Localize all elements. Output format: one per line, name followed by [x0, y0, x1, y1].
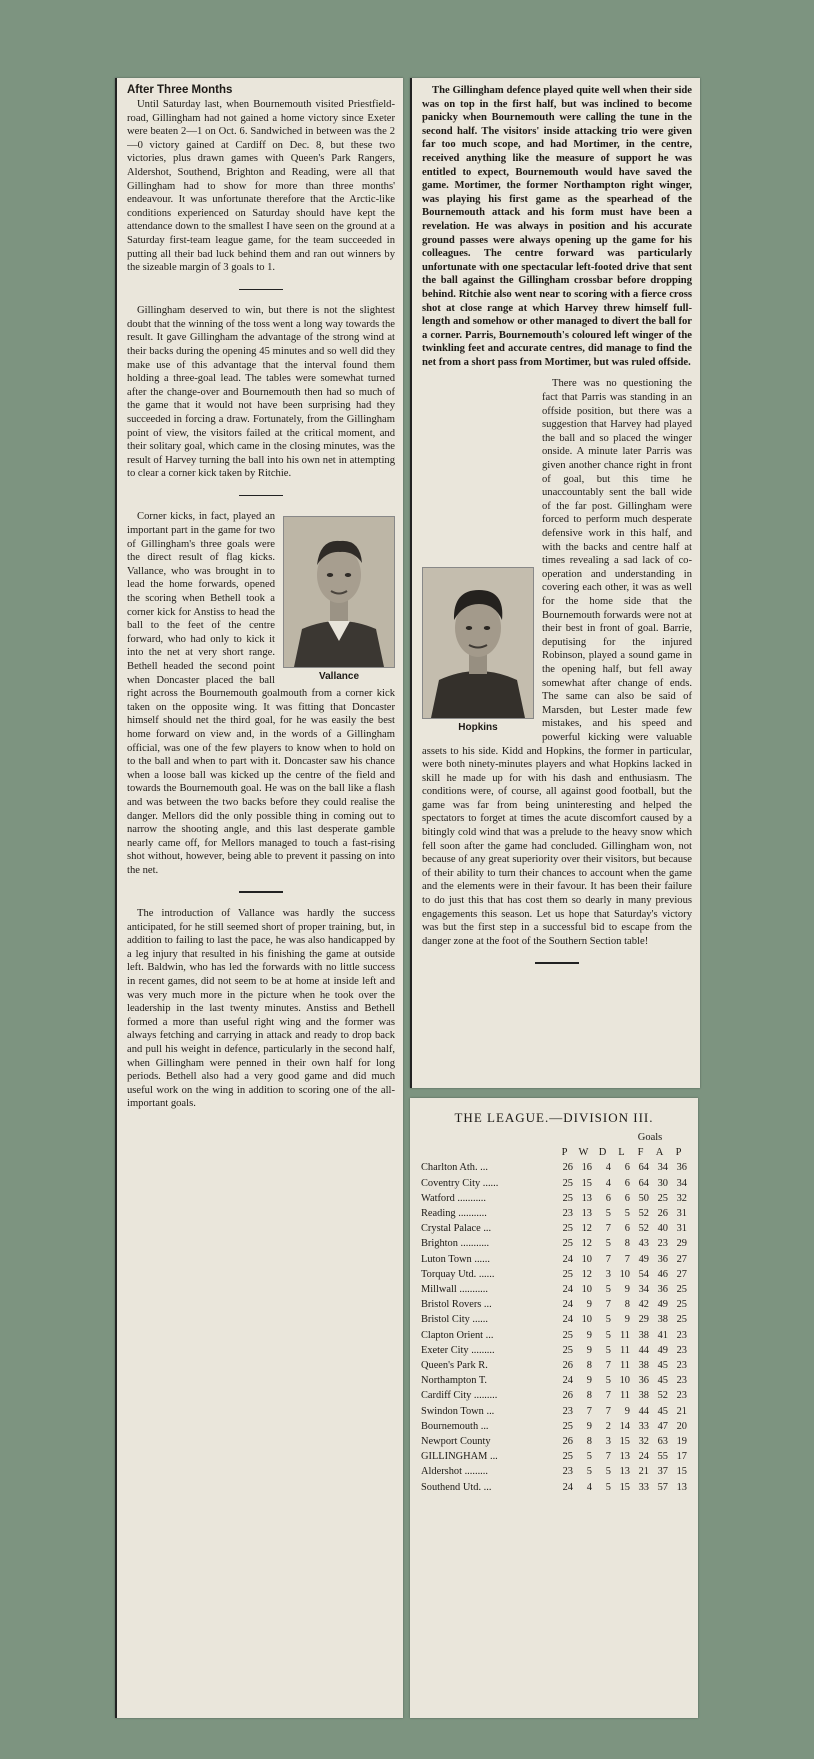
stat-cell: 7 [586, 1405, 592, 1417]
team-name-cell: Luton Town ...... [421, 1253, 490, 1265]
stat-cell: 9 [586, 1420, 592, 1432]
photo-caption: Hopkins [458, 722, 498, 734]
stat-cell: 5 [605, 1375, 611, 1387]
column-header-row [420, 1145, 688, 1160]
stat-cell: 25 [562, 1268, 573, 1280]
stat-cell: 15 [619, 1436, 630, 1448]
league-table [420, 1130, 688, 1495]
table-row [420, 1282, 688, 1297]
stat-cell: 15 [676, 1466, 687, 1478]
right-article-column [422, 84, 692, 1082]
stat-cell: 52 [657, 1390, 668, 1402]
stat-cell: 43 [638, 1238, 649, 1250]
stat-cell: 57 [657, 1481, 668, 1493]
team-name-cell: Newport County [421, 1436, 491, 1448]
stat-cell: 49 [657, 1299, 668, 1311]
stat-cell: 10 [581, 1314, 592, 1326]
team-name-cell: Watford ........... [421, 1192, 486, 1204]
stat-cell: 5 [605, 1329, 611, 1341]
league-table-column [420, 1104, 688, 1712]
stat-cell: 11 [619, 1390, 630, 1402]
stat-cell: 24 [562, 1299, 573, 1311]
stat-cell: 31 [676, 1208, 687, 1220]
stat-cell: 41 [657, 1329, 668, 1341]
stat-cell: 42 [638, 1299, 649, 1311]
section-divider [239, 495, 283, 497]
stat-cell: 25 [676, 1314, 687, 1326]
vallance-photo-block [283, 516, 395, 682]
column-header: D [598, 1147, 607, 1159]
team-name-cell: Queen's Park R. [421, 1360, 488, 1372]
stat-cell: 26 [562, 1162, 573, 1174]
stat-cell: 52 [638, 1223, 649, 1235]
stat-cell: 26 [657, 1208, 668, 1220]
team-name-cell: Bristol Rovers ... [421, 1299, 492, 1311]
stat-cell: 27 [676, 1253, 687, 1265]
stat-cell: 23 [676, 1375, 687, 1387]
stat-cell: 52 [638, 1208, 649, 1220]
stat-cell: 9 [586, 1329, 592, 1341]
stat-cell: 7 [605, 1253, 611, 1265]
table-row [420, 1191, 688, 1206]
stat-cell: 64 [638, 1162, 649, 1174]
table-row [420, 1206, 688, 1221]
stat-cell: 15 [619, 1481, 630, 1493]
stat-cell: 12 [581, 1223, 592, 1235]
stat-cell: 25 [562, 1329, 573, 1341]
stat-cell: 36 [676, 1162, 687, 1174]
stat-cell: 47 [657, 1420, 668, 1432]
table-row [420, 1404, 688, 1419]
hopkins-photo [422, 567, 534, 719]
stat-cell: 11 [619, 1360, 630, 1372]
stat-cell: 34 [638, 1284, 649, 1296]
stat-cell: 34 [657, 1162, 668, 1174]
stat-cell: 11 [619, 1329, 630, 1341]
stat-cell: 38 [638, 1360, 649, 1372]
left-article-column [127, 84, 395, 1712]
section-divider [239, 289, 283, 291]
stat-cell: 5 [605, 1481, 611, 1493]
stat-cell: 7 [605, 1223, 611, 1235]
stat-cell: 26 [562, 1436, 573, 1448]
stat-cell: 36 [657, 1253, 668, 1265]
stat-cell: 6 [624, 1192, 630, 1204]
stat-cell: 5 [605, 1314, 611, 1326]
stat-cell: 32 [676, 1192, 687, 1204]
stat-cell: 13 [619, 1451, 630, 1463]
stat-cell: 23 [676, 1390, 687, 1402]
stat-cell: 38 [638, 1329, 649, 1341]
stat-cell: 9 [624, 1284, 630, 1296]
table-row [420, 1464, 688, 1479]
team-name-cell: Charlton Ath. ... [421, 1162, 488, 1174]
team-name-cell: Swindon Town ... [421, 1405, 495, 1417]
stat-cell: 4 [605, 1177, 611, 1189]
stat-cell: 8 [586, 1390, 592, 1402]
stat-cell: 16 [581, 1162, 592, 1174]
stat-cell: 21 [676, 1405, 687, 1417]
stat-cell: 8 [624, 1299, 630, 1311]
stat-cell: 9 [586, 1375, 592, 1387]
team-name-cell: GILLINGHAM ... [421, 1451, 498, 1463]
stat-cell: 25 [562, 1192, 573, 1204]
stat-cell: 24 [562, 1481, 573, 1493]
column-header: P [561, 1147, 568, 1159]
table-row [420, 1312, 688, 1327]
article-paragraph: Corner kicks, in fact, played an important part in the game for two of Gillingham's three goals were the direct result of flag kicks. Vallance, who was brought in to lead the home forwards, opened the scoring when Bethell took a corner kick for Anstiss to head the ball to the feet of the centre forward, who had only to kick it into the net at very short range. Bethell headed the second point when Doncaster placed the ball right across the Bournemouth goalmouth from a corner kick taken on the opposite wing. It was fitting that Doncaster himself should net the third goal, for he was easily the best home forward on view and, in the words of a Gillingham official, was one of the few players to know when to hold on to the ball and when to part with it. Doncaster saw his chance when a loose ball was kicked up the centre of the field and towards the Bournemouth goal. He was on the ball like a flash and was between the two backs before they could realise the danger. Mellors did the only possible thing in coming out to narrow the shooting angle, and this last desperate gamble nearly came off, for Mellors managed to touch a fast-rising shot without, however, being able to prevent it passing on into the net. [127, 511, 395, 876]
goals-header-row [420, 1130, 688, 1145]
article-paragraph: The introduction of Vallance was hardly the success anticipated, for he still seemed short of proper training, but, in addition to failing to last the pace, he was also handicapped by a leg injury that resulted in his finishing the game at outside left. Baldwin, who has led the forwards with no little success in recent games, did not seem to be at home at inside left and was very much more in the picture when he took over the leadership in the last twenty minutes. Anstiss and Bethell formed a more than useful right wing and the former was always fetching and carrying in attack and ready to drop back and pull his weight in defence, particularly in the second half, when Gillingham were penned in their own half for long periods. Bethell also had a very good game and did much useful work on the wing in addition to scoring one of the all-important goals. [127, 907, 395, 1110]
stat-cell: 25 [562, 1177, 573, 1189]
stat-cell: 20 [676, 1420, 687, 1432]
stat-cell: 49 [638, 1253, 649, 1265]
stat-cell: 5 [586, 1466, 592, 1478]
stat-cell: 32 [638, 1436, 649, 1448]
stat-cell: 23 [676, 1360, 687, 1372]
stat-cell: 9 [586, 1344, 592, 1356]
stat-cell: 3 [605, 1436, 611, 1448]
team-name-cell: Bristol City ...... [421, 1314, 488, 1326]
table-row [420, 1267, 688, 1282]
table-row [420, 1176, 688, 1191]
stat-cell: 7 [605, 1390, 611, 1402]
team-name-cell: Reading ........... [421, 1208, 487, 1220]
column-header: W [578, 1147, 589, 1159]
league-table-body [420, 1160, 688, 1494]
stat-cell: 13 [581, 1208, 592, 1220]
stat-cell: 13 [581, 1192, 592, 1204]
stat-cell: 34 [676, 1177, 687, 1189]
team-name-cell: Millwall ........... [421, 1284, 488, 1296]
league-table-title: THE LEAGUE.—DIVISION III. [454, 1110, 654, 1125]
stat-cell: 24 [562, 1375, 573, 1387]
stat-cell: 5 [605, 1208, 611, 1220]
stat-cell: 10 [581, 1284, 592, 1296]
stat-cell: 12 [581, 1268, 592, 1280]
stat-cell: 24 [562, 1314, 573, 1326]
stat-cell: 25 [676, 1299, 687, 1311]
stat-cell: 25 [657, 1192, 668, 1204]
column-header: P [675, 1147, 682, 1159]
stat-cell: 36 [638, 1375, 649, 1387]
article-paragraph: The Gillingham defence played quite well when their side was on top in the first half, but was inclined to become panicky when Bournemouth were calling the tune in the second half. The visitors' inside attacking trio were given far too much scope, and had Mortimer, in the centre, received anything like the measure of support he was entitled to expect, Bournemouth would have saved the game. Mortimer, the former Northampton right winger, was playing his first game as the spearhead of the Bournemouth attack and his form must have been a revelation. He was always in position and his accurate ground passes were always opening up the game for his colleagues. The centre forward was particularly unfortunate with one spectacular left-footed drive that sent the ball against the Gillingham crossbar before dropping behind. Ritchie also went near to scoring with a fierce cross shot at close range at which Harvey threw himself full-length and somehow or other managed to divert the ball for a corner. Parris, Bournemouth's coloured left winger of the twinkling feet and accurate centres, did manage to find the net from a short pass from Mortimer, but was ruled offside. [422, 85, 692, 368]
stat-cell: 7 [624, 1253, 630, 1265]
stat-cell: 23 [562, 1466, 573, 1478]
stat-cell: 11 [619, 1344, 630, 1356]
stat-cell: 44 [638, 1405, 649, 1417]
table-row [420, 1328, 688, 1343]
table-row [420, 1297, 688, 1312]
stat-cell: 23 [562, 1208, 573, 1220]
table-row [420, 1373, 688, 1388]
section-divider [239, 891, 283, 893]
vallance-photo [283, 516, 395, 668]
stat-cell: 40 [657, 1223, 668, 1235]
stat-cell: 5 [605, 1238, 611, 1250]
team-name-cell: Southend Utd. ... [421, 1481, 492, 1493]
stat-cell: 33 [638, 1420, 649, 1432]
stat-cell: 29 [638, 1314, 649, 1326]
stat-cell: 30 [657, 1177, 668, 1189]
stat-cell: 46 [657, 1268, 668, 1280]
table-row [420, 1358, 688, 1373]
stat-cell: 10 [581, 1253, 592, 1265]
stat-cell: 8 [586, 1360, 592, 1372]
stat-cell: 19 [676, 1436, 687, 1448]
stat-cell: 25 [562, 1223, 573, 1235]
stat-cell: 33 [638, 1481, 649, 1493]
league-table-clipping [410, 1098, 698, 1718]
stat-cell: 6 [624, 1177, 630, 1189]
table-row [420, 1221, 688, 1236]
stat-cell: 6 [605, 1192, 611, 1204]
stat-cell: 5 [586, 1451, 592, 1463]
stat-cell: 9 [624, 1405, 630, 1417]
stat-cell: 4 [605, 1162, 611, 1174]
stat-cell: 45 [657, 1375, 668, 1387]
stat-cell: 9 [586, 1299, 592, 1311]
team-name-cell: Exeter City ......... [421, 1344, 495, 1356]
stat-cell: 24 [638, 1451, 649, 1463]
stat-cell: 23 [562, 1405, 573, 1417]
team-name-cell: Cardiff City ......... [421, 1390, 498, 1402]
stat-cell: 23 [676, 1344, 687, 1356]
stat-cell: 4 [586, 1481, 592, 1493]
stat-cell: 38 [657, 1314, 668, 1326]
stat-cell: 31 [676, 1223, 687, 1235]
team-name-cell: Clapton Orient ... [421, 1329, 494, 1341]
stat-cell: 13 [619, 1466, 630, 1478]
goals-label: Goals [637, 1132, 663, 1143]
stat-cell: 49 [657, 1344, 668, 1356]
table-row [420, 1434, 688, 1449]
stat-cell: 17 [676, 1451, 687, 1463]
team-name-cell: Coventry City ...... [421, 1177, 499, 1189]
stat-cell: 6 [624, 1223, 630, 1235]
stat-cell: 24 [562, 1253, 573, 1265]
stat-cell: 44 [638, 1344, 649, 1356]
section-divider [535, 962, 579, 964]
stat-cell: 23 [676, 1329, 687, 1341]
stat-cell: 55 [657, 1451, 668, 1463]
stat-cell: 63 [657, 1436, 668, 1448]
stat-cell: 26 [562, 1360, 573, 1372]
stat-cell: 7 [605, 1451, 611, 1463]
hopkins-photo-block [422, 567, 534, 733]
stat-cell: 25 [562, 1420, 573, 1432]
stat-cell: 36 [657, 1284, 668, 1296]
stat-cell: 64 [638, 1177, 649, 1189]
stat-cell: 7 [605, 1299, 611, 1311]
stat-cell: 29 [676, 1238, 687, 1250]
stat-cell: 25 [562, 1451, 573, 1463]
article-paragraph: Until Saturday last, when Bournemouth visited Priestfield-road, Gillingham had not gained a home victory since Exeter were beaten 2—1 on Oct. 6. Sandwiched in between was the 2—0 victory gained at Cardiff on Dec. 8, but these two victories, plus drawn games with Queen's Park Rangers, Aldershot, Southend, Brighton and Reading, were all that Gillingham had to show for more than three months' endeavour. It was unfortunate therefore that the Arctic-like conditions experienced on Saturday should have kept the attendance down to the smallest I have seen on the ground at a Saturday first-team league game, for the team succeeded in putting all their bad luck behind them and ran out winners by the sizeable margin of 3 goals to 1. [127, 99, 395, 274]
stat-cell: 54 [638, 1268, 649, 1280]
stat-cell: 10 [619, 1375, 630, 1387]
stat-cell: 8 [586, 1436, 592, 1448]
stat-cell: 24 [562, 1284, 573, 1296]
photo-caption: Vallance [318, 671, 360, 683]
column-header: F [637, 1147, 644, 1159]
table-row [420, 1449, 688, 1464]
table-row [420, 1480, 688, 1495]
stat-cell: 9 [624, 1314, 630, 1326]
stat-cell: 45 [657, 1405, 668, 1417]
stat-cell: 5 [605, 1344, 611, 1356]
team-name-cell: Torquay Utd. ...... [421, 1268, 495, 1280]
stat-cell: 6 [624, 1162, 630, 1174]
stat-cell: 26 [562, 1390, 573, 1402]
table-row [420, 1343, 688, 1358]
stat-cell: 14 [619, 1420, 630, 1432]
table-row [420, 1236, 688, 1251]
stat-cell: 50 [638, 1192, 649, 1204]
table-row [420, 1160, 688, 1175]
stat-cell: 5 [605, 1284, 611, 1296]
stat-cell: 5 [624, 1208, 630, 1220]
article-heading: After Three Months [127, 84, 233, 96]
stat-cell: 25 [562, 1238, 573, 1250]
stat-cell: 3 [605, 1268, 611, 1280]
article-paragraph: There was no questioning the fact that Parris was standing in an offside position, but there was a suggestion that Harvey had played the ball and so placed the winger onside. A minute later Parris was given another chance right in front of goal, but this time he unaccountably sent the ball wide of the far post. Gillingham were forced to perform much desperate defensive work in this half, and with the backs and centre half at times revealing a sad lack of co-operation and understanding in covering each other, it was as well for the home side that the Bournemouth forwards were not at their best in front of goal. Barrie, deputising for the injured Robinson, played a sound game in the opening half, but fell away somewhat after change of ends. The same can also be said of Marsden, but Lester made few mistakes, and his speed and powerful kicking were valuable assets to his side. Kidd and Hopkins, the former in particular, were both ninety-minutes players and what Hopkins lacked in skill he made up for with his dash and enthusiasm. The conditions were, of course, all against good football, but the game was far from being uninteresting and helped the spectators to forget at times the acute discomfort caused by a bitingly cold wind that was a prelude to the heavy snow which fell soon after the game had concluded. Gillingham won, not because of any great superiority over their visitors, but because of their ability to turn their chances to account when the game and the elements were in their favour. It has been their failure to do just this that has cost them so dearly in many previous engagements this season. Let us hope that Saturday's victory was but the first step in a successful bid to escape from the danger zone at the foot of the Southern Section table! [422, 378, 692, 947]
stat-cell: 10 [619, 1268, 630, 1280]
article-paragraph: Gillingham deserved to win, but there is not the slightest doubt that the winning of the toss went a long way towards the result. It gave Gillingham the advantage of the strong wind at their backs during the opening 45 minutes and so well did they make use of this advantage that the interval found them holding a three-goal lead. The tables were somewhat turned after the change-over and Bournemouth then had so much of the game that it would not have been surprising had they succeeded in forcing a draw. Fortunately, from the Gillingham point of view, the visitors failed at the critical moment, and their solitary goal, which came in the closing minutes, was the result of Harvey turning the ball into his own net in attempting to clear a corner kick taken by Ritchie. [127, 305, 395, 480]
table-row [420, 1388, 688, 1403]
stat-cell: 13 [676, 1481, 687, 1493]
team-name-cell: Bournemouth ... [421, 1420, 489, 1432]
team-name-cell: Northampton T. [421, 1375, 487, 1387]
stat-cell: 15 [581, 1177, 592, 1189]
table-row [420, 1419, 688, 1434]
right-article-clipping [410, 78, 700, 1088]
stat-cell: 45 [657, 1360, 668, 1372]
stat-cell: 7 [605, 1360, 611, 1372]
table-row [420, 1252, 688, 1267]
stat-cell: 38 [638, 1390, 649, 1402]
stat-cell: 5 [605, 1466, 611, 1478]
team-name-cell: Aldershot ......... [421, 1466, 488, 1478]
stat-cell: 37 [657, 1466, 668, 1478]
left-article-clipping [115, 78, 403, 1718]
column-header: L [618, 1147, 625, 1159]
team-name-cell: Crystal Palace ... [421, 1223, 492, 1235]
stat-cell: 25 [562, 1344, 573, 1356]
team-name-cell: Brighton ........... [421, 1238, 490, 1250]
stat-cell: 12 [581, 1238, 592, 1250]
stat-cell: 2 [605, 1420, 611, 1432]
stat-cell: 8 [624, 1238, 630, 1250]
stat-cell: 27 [676, 1268, 687, 1280]
stat-cell: 25 [676, 1284, 687, 1296]
stat-cell: 7 [605, 1405, 611, 1417]
column-header: A [655, 1147, 664, 1159]
stat-cell: 21 [638, 1466, 649, 1478]
stat-cell: 23 [657, 1238, 668, 1250]
